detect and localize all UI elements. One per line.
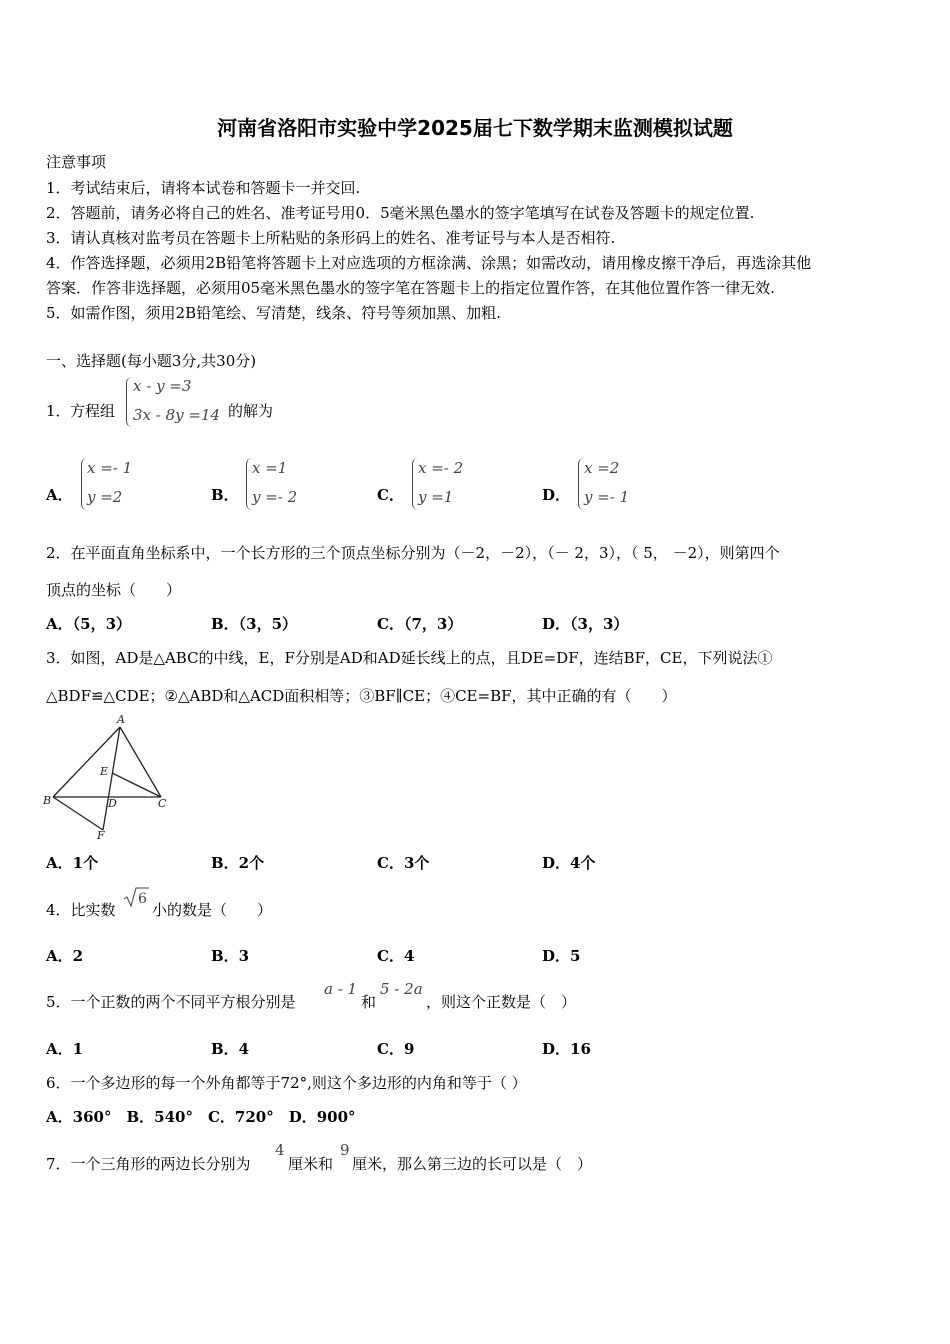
- label-c: C: [158, 797, 167, 810]
- option-value: x =2: [584, 459, 620, 477]
- page-title: 河南省洛阳市实验中学2025届七下数学期末监测模拟试题: [217, 116, 733, 140]
- option-value: y =2: [87, 488, 123, 506]
- question-text: 7．一个三角形的两边长分别为: [46, 1155, 251, 1173]
- question-number: 1．: [46, 402, 71, 420]
- option-a[interactable]: A．1个: [46, 854, 99, 872]
- expression: 5 - 2a: [380, 980, 423, 998]
- option-label: C．: [377, 486, 404, 504]
- notice-heading: 注意事项: [46, 153, 107, 171]
- question-text: 4．比实数: [46, 901, 116, 919]
- question-text: 的解为: [228, 402, 274, 420]
- notice-item: 1．考试结束后，请将本试卷和答题卡一并交回.: [46, 179, 361, 197]
- option-value: y =1: [418, 488, 454, 506]
- expression: a - 1: [324, 980, 358, 998]
- notice-item: 答案．作答非选择题，必须用05毫米黑色墨水的签字笔在答题卡上的指定位置作答，在其他位置作答一律无效.: [46, 279, 775, 297]
- brace: [126, 377, 133, 427]
- question-text: 顶点的坐标（ ）: [46, 581, 182, 599]
- label-a: A: [117, 713, 125, 726]
- option-value: x =- 2: [418, 459, 464, 477]
- option-b[interactable]: B．4: [211, 1040, 250, 1058]
- value-a: 4: [275, 1141, 285, 1159]
- option-c[interactable]: C．4: [377, 947, 415, 965]
- notice-item: 2．答题前，请务必将自己的姓名、准考证号用0．5毫米黑色墨水的签字笔填写在试卷及答题卡的规定位置.: [46, 204, 755, 222]
- options-row[interactable]: A．360° B．540° C．720° D．900°: [46, 1108, 356, 1126]
- label-b: B: [43, 794, 52, 807]
- option-value: y =- 2: [252, 488, 298, 506]
- question-text: 6．一个多边形的每一个外角都等于72°,则这个多边形的内角和等于（ ）: [46, 1074, 527, 1092]
- section-heading: 一、选择题(每小题3分,共30分): [46, 352, 257, 370]
- notice-item: 3．请认真核对监考员在答题卡上所粘贴的条形码上的姓名、准考证号与本人是否相符.: [46, 229, 616, 247]
- option-value: x =- 1: [87, 459, 133, 477]
- option-d[interactable]: D．16: [542, 1040, 591, 1058]
- question-text: 2．在平面直角坐标系中，一个长方形的三个顶点坐标分别为（－2，－2），（－ 2，3），（ 5， －2），则第四个: [46, 544, 780, 562]
- question-text: 和: [361, 993, 377, 1011]
- option-label: D．: [542, 486, 571, 504]
- option-a[interactable]: A．1: [46, 1040, 84, 1058]
- option-value: x =1: [252, 459, 288, 477]
- question-text: 小的数是（ ）: [152, 901, 273, 919]
- question-text: 5．一个正数的两个不同平方根分别是: [46, 993, 296, 1011]
- question-text: ，则这个正数是（ ）: [426, 993, 577, 1011]
- option-c[interactable]: C．3个: [377, 854, 430, 872]
- option-c[interactable]: C．9: [377, 1040, 415, 1058]
- label-f: F: [97, 829, 105, 842]
- notice-item: 5．如需作图，须用2B铅笔绘、写清楚，线条、符号等须加黑、加粗.: [46, 304, 501, 322]
- option-d[interactable]: D．4个: [542, 854, 596, 872]
- question-text: △BDF≌△CDE；②△ABD和△ACD面积相等；③BF∥CE；④CE=BF，其中正确的有（ ）: [46, 687, 677, 705]
- value-b: 9: [340, 1141, 350, 1159]
- option-b[interactable]: B．（3，5）: [211, 615, 298, 633]
- option-label: A．: [46, 486, 73, 504]
- segment-bf: [53, 797, 103, 830]
- option-c[interactable]: C．（7，3）: [377, 615, 463, 633]
- question-text: 方程组: [70, 402, 116, 420]
- triangle-figure: [40, 710, 180, 842]
- notice-item: 4．作答选择题，必须用2B铅笔将答题卡上对应选项的方框涂满、涂黑；如需改动，请用橡皮擦干净后，再选涂其他: [46, 254, 812, 272]
- option-a[interactable]: A．2: [46, 947, 84, 965]
- question-text: 厘米，那么第三边的长可以是（ ）: [352, 1155, 593, 1173]
- equation: 3x - 8y =14: [133, 406, 221, 424]
- equation: x - y =3: [133, 377, 192, 395]
- label-d: D: [108, 797, 117, 810]
- option-b[interactable]: B．2个: [211, 854, 265, 872]
- question-text: 厘米和: [288, 1155, 334, 1173]
- option-d[interactable]: D．5: [542, 947, 581, 965]
- option-value: y =- 1: [584, 488, 630, 506]
- option-label: B．: [211, 486, 239, 504]
- option-b[interactable]: B．3: [211, 947, 250, 965]
- sqrt-icon: [122, 886, 150, 910]
- option-d[interactable]: D．（3，3）: [542, 615, 629, 633]
- radicand: 6: [138, 891, 147, 907]
- option-a[interactable]: A．（5，3）: [46, 615, 132, 633]
- label-e: E: [100, 765, 109, 778]
- question-text: 3．如图，AD是△ABC的中线，E，F分别是AD和AD延长线上的点，且DE=DF，连结BF，CE，下列说法①: [46, 649, 773, 667]
